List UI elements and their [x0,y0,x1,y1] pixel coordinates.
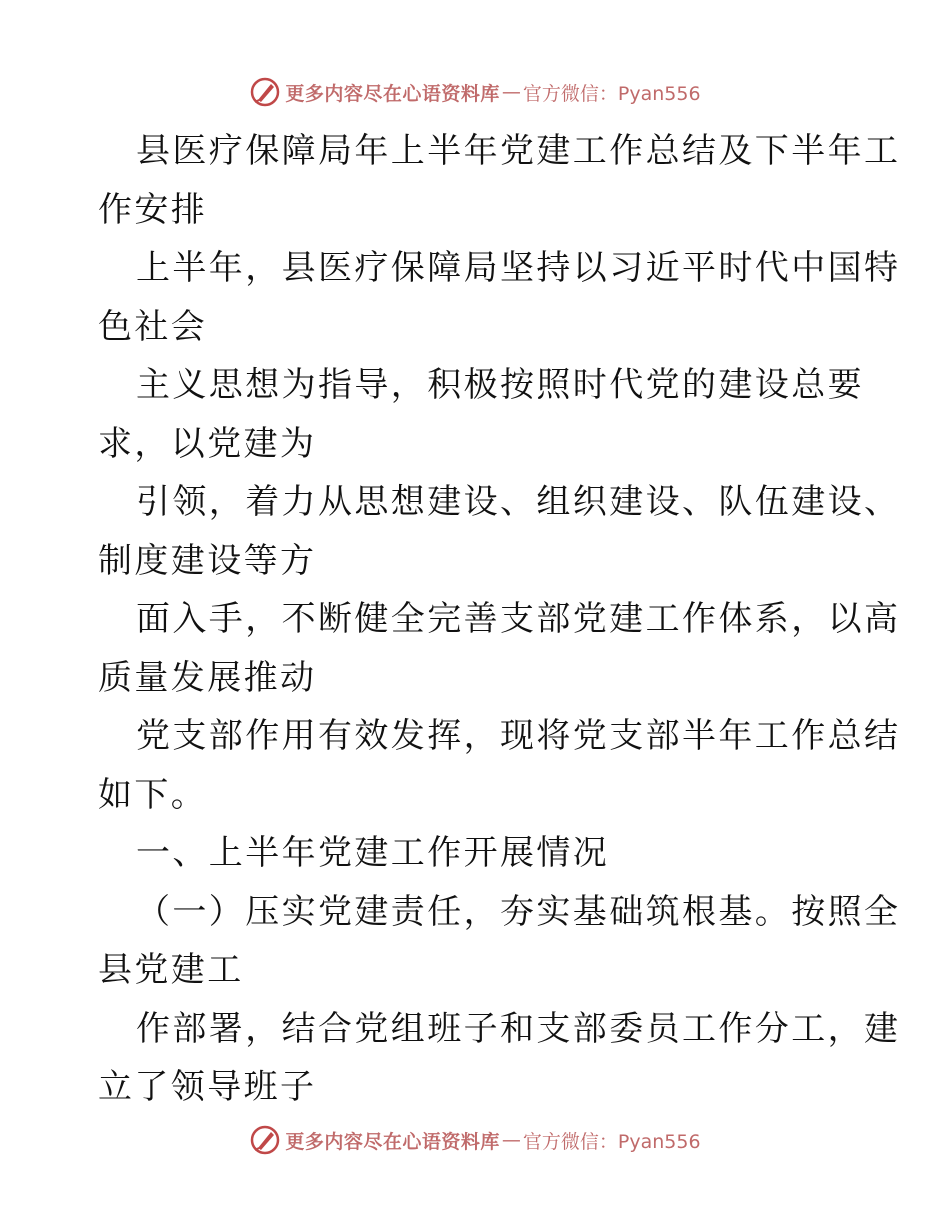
doc-line: 求，以党建为 [98,423,317,464]
doc-line: 如下。 [98,774,208,815]
doc-line: 引领，着力从思想建设、组织建设、队伍建设、 [136,482,901,522]
watermark-contact: 官方微信：Pyan556 [522,82,701,105]
watermark-brand: 更多内容尽在心语资料库 [285,82,500,105]
doc-line: 县医疗保障局年上半年党建工作总结及下半年工 [136,131,901,171]
footer-watermark [0,1120,950,1160]
doc-line: 作部署，结合党组班子和支部委员工作分工，建 [136,1008,901,1049]
header-watermark [0,72,950,112]
doc-line: 质量发展推动 [98,657,317,698]
doc-line: 制度建设等方 [98,540,317,581]
doc-line: 立了领导班子 [98,1067,317,1107]
document-body [98,122,901,1117]
doc-line: 县党建工 [98,950,244,990]
doc-line: 上半年，县医疗保障局坚持以习近平时代中国特 [136,248,901,288]
watermark-contact: 官方微信：Pyan556 [522,1130,701,1153]
doc-line: （一）压实党建责任，夯实基础筑根基。按照全 [136,891,901,932]
doc-line: 党支部作用有效发挥，现将党支部半年工作总结 [136,716,901,756]
watermark-separator: — [501,81,521,103]
doc-line: 主义思想为指导，积极按照时代党的建设总要 [136,365,864,405]
quill-pen-logo-icon [249,1124,281,1156]
watermark-brand: 更多内容尽在心语资料库 [285,1130,500,1153]
section-heading: 一、上半年党建工作开展情况 [136,833,610,873]
doc-line: 色社会 [98,306,208,347]
doc-line: 作安排 [98,189,208,230]
doc-line: 面入手，不断健全完善支部党建工作体系，以高 [136,599,901,639]
quill-pen-logo-icon [249,76,281,108]
watermark-separator: — [501,1129,521,1151]
